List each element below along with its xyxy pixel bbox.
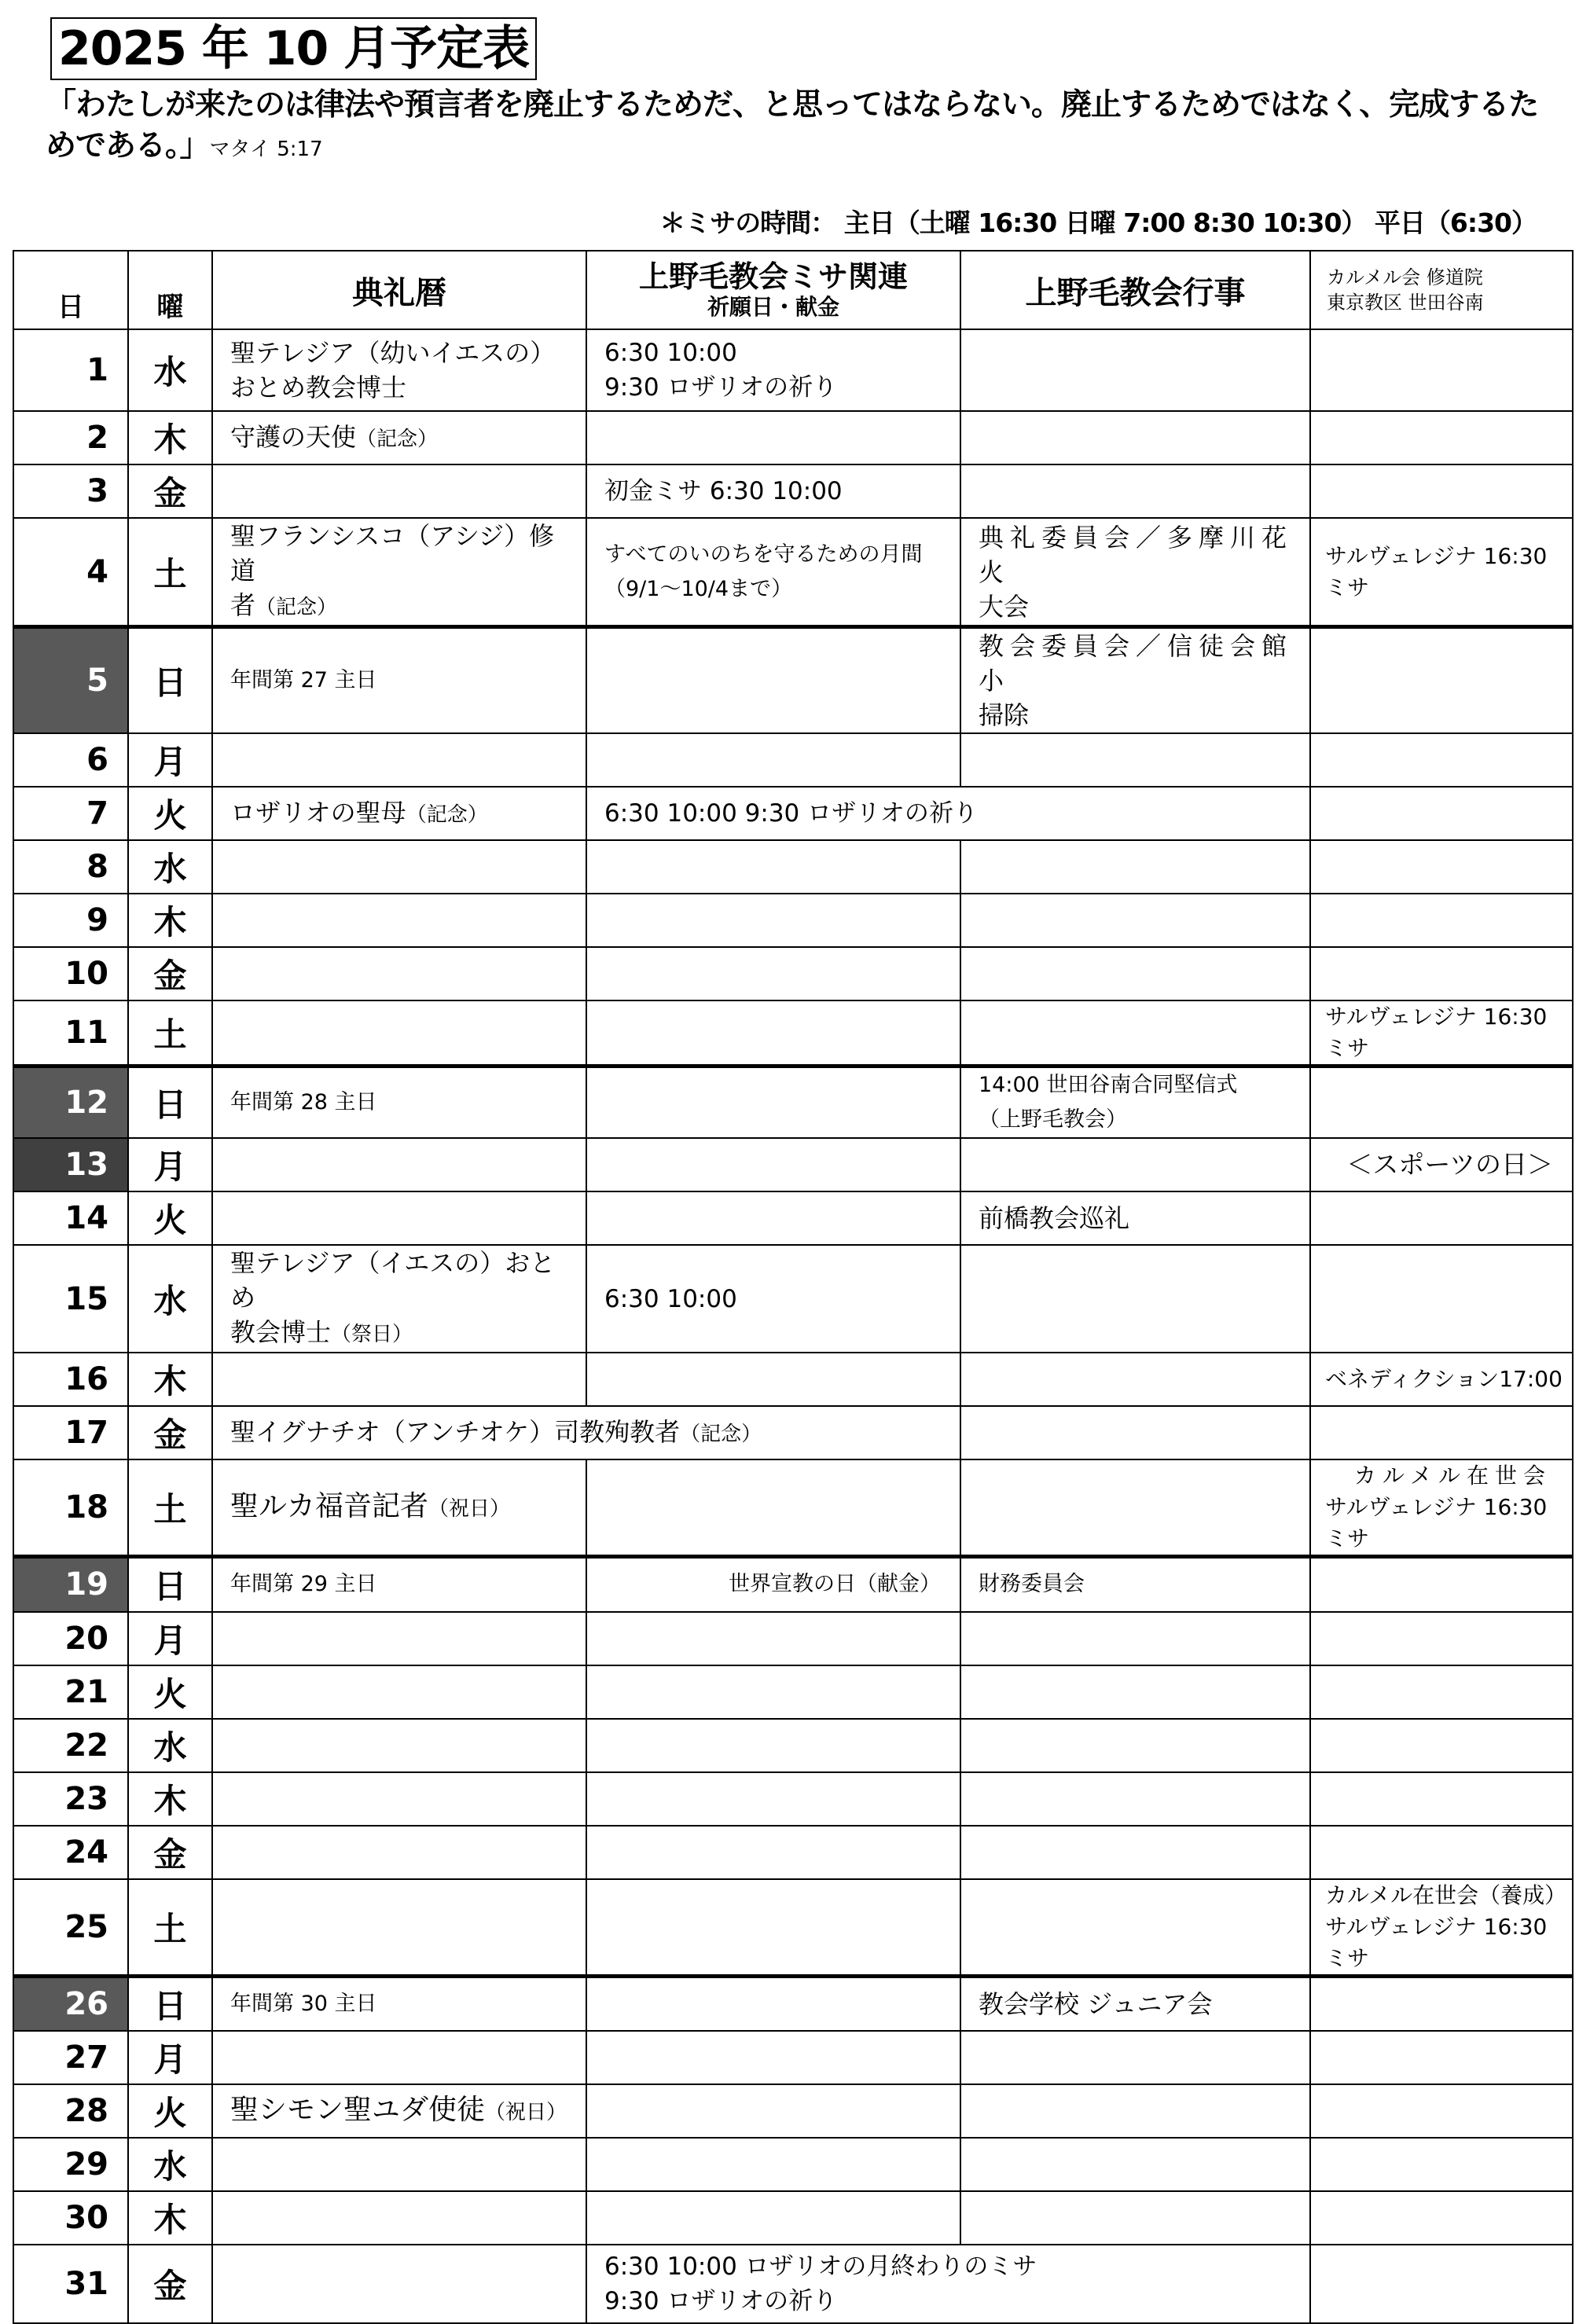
day-number: 1 [13, 329, 128, 411]
event-text: 典礼委員会／多摩川花火 [979, 522, 1294, 587]
carmel-cell [1310, 1067, 1573, 1139]
liturgy-text-2: 者 [230, 590, 256, 620]
weekday: 火 [128, 1665, 212, 1719]
event-cell [960, 1772, 1310, 1826]
liturgy-cell [212, 1245, 586, 1353]
liturgy-cell [212, 2138, 586, 2191]
weekday: 金 [128, 2245, 212, 2323]
table-row [13, 787, 1573, 840]
weekday: 日 [128, 1976, 212, 2031]
mass-cell [586, 518, 960, 627]
table-row [13, 2084, 1573, 2138]
liturgy-cell: 年間第 30 主日 [212, 1976, 586, 2031]
event-cell [960, 518, 1310, 627]
weekday: 火 [128, 787, 212, 840]
liturgy-cell [212, 894, 586, 947]
weekday: 火 [128, 1191, 212, 1245]
weekday: 水 [128, 329, 212, 411]
carmel-text-2: サルヴェレジナ 16:30 ミサ [1325, 1494, 1548, 1551]
liturgy-cell [212, 1719, 586, 1772]
mass-cell [586, 1772, 960, 1826]
mass-cell [586, 1459, 960, 1557]
liturgy-cell: 年間第 29 主日 [212, 1557, 586, 1612]
mass-cell [586, 2245, 1310, 2323]
carmel-cell [1310, 2245, 1573, 2323]
table-row [13, 1459, 1573, 1557]
day-number: 16 [13, 1353, 128, 1406]
event-cell [960, 1406, 1310, 1459]
liturgy-text-2: 教会博士 [230, 1317, 332, 1347]
liturgy-note: （記念） [255, 596, 338, 619]
day-number: 17 [13, 1406, 128, 1459]
event-cell [960, 1000, 1310, 1067]
header-carmel [1310, 251, 1573, 329]
weekday: 日 [128, 627, 212, 734]
header-day: 日 [13, 251, 128, 329]
day-number: 5 [13, 627, 128, 734]
mass-cell [586, 1000, 960, 1067]
table-row [13, 518, 1573, 627]
carmel-cell [1310, 894, 1573, 947]
carmel-cell [1310, 1719, 1573, 1772]
day-number: 3 [13, 464, 128, 518]
header-mass-sub: 祈願日・献金 [707, 294, 839, 320]
mass-cell [586, 2031, 960, 2084]
liturgy-note: （記念） [680, 1422, 762, 1446]
carmel-cell [1310, 1557, 1573, 1612]
table-row [13, 1353, 1573, 1406]
table-row [13, 1557, 1573, 1612]
liturgy-cell [212, 787, 586, 840]
event-cell: 教会学校 ジュニア会 [960, 1976, 1310, 2031]
carmel-cell [1310, 1245, 1573, 1353]
page-title: 2025 年 10 月予定表 [50, 17, 537, 80]
event-cell [960, 2138, 1310, 2191]
liturgy-cell [212, 1826, 586, 1879]
weekday: 金 [128, 1406, 212, 1459]
event-cell [960, 1138, 1310, 1191]
day-number: 31 [13, 2245, 128, 2323]
weekday: 金 [128, 947, 212, 1000]
carmel-cell [1310, 329, 1573, 411]
mass-text-2: 9:30 ロザリオの祈り [604, 2287, 838, 2315]
mass-cell [586, 2191, 960, 2245]
event-text: 教会委員会／信徒会館小 [979, 631, 1294, 696]
day-number: 6 [13, 733, 128, 787]
weekday: 木 [128, 1353, 212, 1406]
header-carmel-line1: カルメル会 修道院 [1327, 266, 1483, 288]
carmel-cell [1310, 464, 1573, 518]
event-text-2: （上野毛教会） [979, 1107, 1127, 1132]
scripture-quote [46, 85, 1555, 170]
liturgy-cell [212, 1879, 586, 1977]
carmel-cell: ベネディクション17:00 [1310, 1353, 1573, 1406]
table-row [13, 947, 1573, 1000]
day-number: 15 [13, 1245, 128, 1353]
liturgy-cell [212, 1459, 586, 1557]
table-row [13, 1245, 1573, 1353]
day-number: 7 [13, 787, 128, 840]
event-cell [960, 2031, 1310, 2084]
table-row [13, 2245, 1573, 2323]
header-mass-title: 上野毛教会ミサ関連 [638, 259, 908, 294]
carmel-cell [1310, 787, 1573, 840]
mass-cell [586, 1191, 960, 1245]
carmel-cell [1310, 1191, 1573, 1245]
table-row [13, 1976, 1573, 2031]
table-row [13, 1719, 1573, 1772]
day-number: 24 [13, 1826, 128, 1879]
table-row [13, 2191, 1573, 2245]
table-row [13, 1772, 1573, 1826]
weekday: 木 [128, 2191, 212, 2245]
mass-cell [586, 1826, 960, 1879]
day-number: 26 [13, 1976, 128, 2031]
header-events: 上野毛教会行事 [960, 251, 1310, 329]
weekday: 月 [128, 733, 212, 787]
day-number: 29 [13, 2138, 128, 2191]
liturgy-cell [212, 840, 586, 894]
weekday: 木 [128, 894, 212, 947]
liturgy-text: 聖フランシスコ（アシジ）修道 [230, 521, 555, 586]
liturgy-cell [212, 1191, 586, 1245]
carmel-cell [1310, 733, 1573, 787]
mass-text-2: （9/1～10/4まで） [604, 576, 793, 601]
carmel-cell [1310, 1665, 1573, 1719]
mass-cell [586, 1665, 960, 1719]
weekday: 月 [128, 2031, 212, 2084]
carmel-cell: ＜スポーツの日＞ [1310, 1138, 1573, 1191]
day-number: 21 [13, 1665, 128, 1719]
carmel-cell [1310, 1826, 1573, 1879]
carmel-cell [1310, 840, 1573, 894]
mass-cell [586, 1719, 960, 1772]
mass-cell [586, 1353, 960, 1406]
mass-cell [586, 2138, 960, 2191]
day-number: 9 [13, 894, 128, 947]
table-row [13, 1665, 1573, 1719]
liturgy-cell [212, 947, 586, 1000]
liturgy-cell [212, 1000, 586, 1067]
weekday: 土 [128, 1879, 212, 1977]
mass-cell [586, 1067, 960, 1139]
carmel-text: カルメル在世会 [1353, 1463, 1551, 1489]
event-cell [960, 2084, 1310, 2138]
table-row [13, 1000, 1573, 1067]
event-cell [960, 1353, 1310, 1406]
weekday: 水 [128, 2138, 212, 2191]
day-number: 22 [13, 1719, 128, 1772]
table-row [13, 1826, 1573, 1879]
day-number: 10 [13, 947, 128, 1000]
carmel-cell [1310, 1772, 1573, 1826]
mass-cell [586, 411, 960, 464]
liturgy-text: 聖ルカ福音記者 [230, 1489, 429, 1522]
event-cell [960, 2191, 1310, 2245]
header-mass [586, 251, 960, 329]
table-row [13, 1067, 1573, 1139]
table-row [13, 1612, 1573, 1665]
header-weekday: 曜 [128, 251, 212, 329]
liturgy-cell [212, 329, 586, 411]
liturgy-cell [212, 1138, 586, 1191]
event-cell [960, 1067, 1310, 1139]
liturgy-note: （記念） [406, 802, 488, 827]
day-number: 30 [13, 2191, 128, 2245]
liturgy-cell [212, 2191, 586, 2245]
liturgy-note: （祭日） [331, 1323, 413, 1346]
liturgy-cell [212, 518, 586, 627]
table-row [13, 627, 1573, 734]
weekday: 金 [128, 464, 212, 518]
mass-text-2: 9:30 ロザリオの祈り [604, 373, 838, 402]
carmel-text: カルメル在世会（養成） [1325, 1882, 1567, 1908]
liturgy-cell [212, 1353, 586, 1406]
liturgy-text-2: おとめ教会博士 [230, 373, 407, 402]
weekday: 土 [128, 1000, 212, 1067]
table-row [13, 329, 1573, 411]
mass-cell [586, 894, 960, 947]
mass-cell [586, 1138, 960, 1191]
mass-text: 6:30 10:00 ロザリオの月終わりのミサ [604, 2252, 1037, 2281]
mass-cell: 6:30 10:00 9:30 ロザリオの祈り [586, 787, 1310, 840]
schedule-table [13, 250, 1573, 2324]
mass-cell [586, 1612, 960, 1665]
event-cell: 前橋教会巡礼 [960, 1191, 1310, 1245]
event-cell [960, 840, 1310, 894]
day-number: 11 [13, 1000, 128, 1067]
liturgy-cell [212, 1612, 586, 1665]
event-cell: 財務委員会 [960, 1557, 1310, 1612]
carmel-text-2: サルヴェレジナ 16:30 ミサ [1325, 1913, 1548, 1971]
table-row [13, 894, 1573, 947]
mass-cell [586, 1879, 960, 1977]
header-liturgy: 典礼暦 [212, 251, 586, 329]
day-number: 20 [13, 1612, 128, 1665]
event-cell [960, 464, 1310, 518]
carmel-cell [1310, 2031, 1573, 2084]
day-number: 28 [13, 2084, 128, 2138]
event-cell [960, 1826, 1310, 1879]
event-cell [960, 947, 1310, 1000]
liturgy-cell [212, 2245, 586, 2323]
weekday: 木 [128, 411, 212, 464]
day-number: 13 [13, 1138, 128, 1191]
mass-text: 6:30 10:00 [604, 339, 737, 367]
weekday: 土 [128, 518, 212, 627]
carmel-cell [1310, 627, 1573, 734]
weekday: 土 [128, 1459, 212, 1557]
mass-cell [586, 329, 960, 411]
header-row [13, 251, 1573, 329]
mass-cell [586, 2084, 960, 2138]
day-number: 27 [13, 2031, 128, 2084]
table-row [13, 411, 1573, 464]
liturgy-note: （祝日） [428, 1496, 511, 1521]
mass-cell: 6:30 10:00 [586, 1245, 960, 1353]
weekday: 金 [128, 1826, 212, 1879]
carmel-cell [1310, 1612, 1573, 1665]
header-carmel-line2: 東京教区 世田谷南 [1327, 292, 1484, 314]
liturgy-text: 守護の天使 [230, 421, 357, 452]
day-number: 19 [13, 1557, 128, 1612]
weekday: 水 [128, 1245, 212, 1353]
carmel-cell: サルヴェレジナ 16:30 ミサ [1310, 518, 1573, 627]
event-cell [960, 329, 1310, 411]
carmel-cell [1310, 1406, 1573, 1459]
day-number: 12 [13, 1067, 128, 1139]
quote-reference: マタイ 5:17 [209, 138, 323, 161]
mass-cell [586, 947, 960, 1000]
day-number: 14 [13, 1191, 128, 1245]
event-text-2: 大会 [979, 591, 1030, 622]
event-cell [960, 1665, 1310, 1719]
table-row [13, 2031, 1573, 2084]
liturgy-text: 聖シモン聖ユダ使徒 [230, 2093, 486, 2126]
liturgy-cell [212, 2031, 586, 2084]
mass-cell: 世界宣教の日（献金） [586, 1557, 960, 1612]
day-number: 2 [13, 411, 128, 464]
day-number: 18 [13, 1459, 128, 1557]
mass-times: ＊ミサの時間： 主日（土曜 16:30 日曜 7:00 8:30 10:30） 平日（6:30） [659, 207, 1537, 238]
day-number: 4 [13, 518, 128, 627]
carmel-cell: サルヴェレジナ 16:30 ミサ [1310, 1000, 1573, 1067]
weekday: 日 [128, 1557, 212, 1612]
liturgy-cell [212, 1665, 586, 1719]
weekday: 日 [128, 1067, 212, 1139]
table-row [13, 1191, 1573, 1245]
carmel-cell [1310, 1976, 1573, 2031]
table-row [13, 840, 1573, 894]
event-cell [960, 1459, 1310, 1557]
carmel-cell [1310, 2084, 1573, 2138]
mass-cell [586, 1976, 960, 2031]
table-row [13, 464, 1573, 518]
weekday: 火 [128, 2084, 212, 2138]
weekday: 月 [128, 1138, 212, 1191]
event-cell [960, 1612, 1310, 1665]
liturgy-cell [212, 464, 586, 518]
event-cell [960, 1879, 1310, 1977]
liturgy-text: ロザリオの聖母 [230, 797, 406, 828]
liturgy-cell: 年間第 28 主日 [212, 1067, 586, 1139]
weekday: 月 [128, 1612, 212, 1665]
weekday: 水 [128, 1719, 212, 1772]
event-cell [960, 1245, 1310, 1353]
quote-text: 「わたしが来たのは律法や預言者を廃止するためだ、と思ってはならない。廃止するためではなく、完成するためである。」 [46, 87, 1539, 163]
day-number: 8 [13, 840, 128, 894]
mass-cell: 初金ミサ 6:30 10:00 [586, 464, 960, 518]
liturgy-note: （祝日） [485, 2100, 567, 2124]
liturgy-cell [212, 1406, 960, 1459]
carmel-cell [1310, 2191, 1573, 2245]
carmel-cell [1310, 947, 1573, 1000]
liturgy-note: （記念） [356, 427, 439, 451]
table-row [13, 1879, 1573, 1977]
mass-cell [586, 840, 960, 894]
day-number: 23 [13, 1772, 128, 1826]
event-cell [960, 627, 1310, 734]
table-row [13, 1406, 1573, 1459]
table-row [13, 1138, 1573, 1191]
liturgy-cell [212, 411, 586, 464]
table-row [13, 2138, 1573, 2191]
liturgy-cell [212, 1772, 586, 1826]
mass-cell [586, 627, 960, 734]
event-cell [960, 894, 1310, 947]
carmel-cell [1310, 2138, 1573, 2191]
day-number: 25 [13, 1879, 128, 1977]
event-text-2: 掃除 [979, 700, 1030, 730]
mass-text: すべてのいのちを守るための月間 [604, 542, 923, 567]
event-text: 14:00 世田谷南合同堅信式 [979, 1073, 1238, 1097]
liturgy-cell: 年間第 27 主日 [212, 627, 586, 734]
weekday: 水 [128, 840, 212, 894]
table-row [13, 733, 1573, 787]
event-cell [960, 411, 1310, 464]
carmel-cell [1310, 1459, 1573, 1557]
event-cell [960, 733, 1310, 787]
liturgy-text: 聖テレジア（イエスの）おとめ [230, 1248, 556, 1313]
event-cell [960, 1719, 1310, 1772]
liturgy-cell [212, 2084, 586, 2138]
weekday: 木 [128, 1772, 212, 1826]
carmel-cell [1310, 1879, 1573, 1977]
carmel-cell [1310, 411, 1573, 464]
liturgy-cell [212, 733, 586, 787]
liturgy-text: 聖イグナチオ（アンチオケ）司教殉教者 [230, 1416, 681, 1447]
liturgy-text: 聖テレジア（幼いイエスの） [230, 338, 556, 368]
mass-cell [586, 733, 960, 787]
